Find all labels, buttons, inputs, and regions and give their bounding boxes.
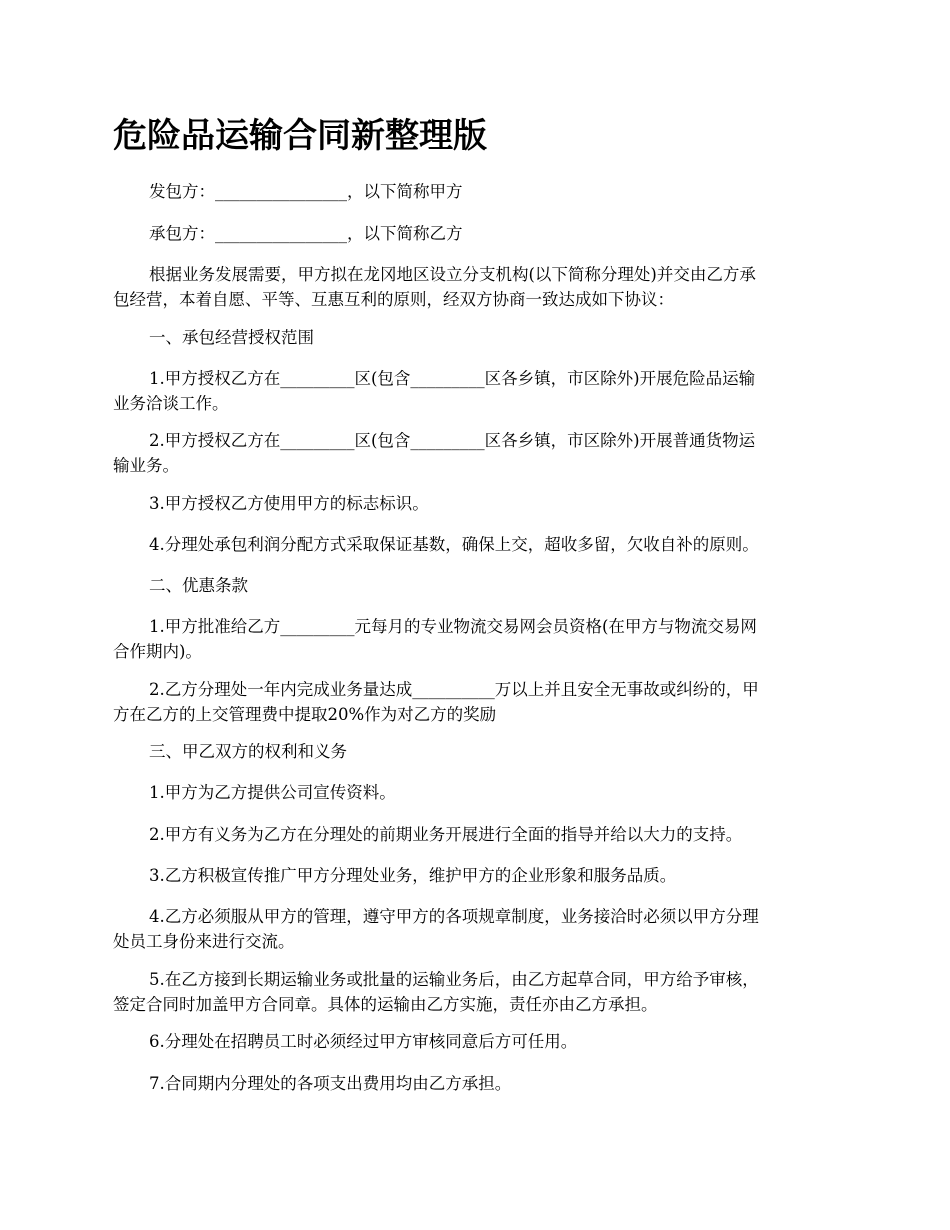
section-1-item-1: [113, 366, 837, 416]
section-3-item-4-line-2: 处员工身份来进行交流。: [113, 932, 295, 951]
section-1-item-1-line-1: 1.甲方授权乙方在_________区(包含_________区各乡镇，市区除外)开展危险品运输: [149, 369, 756, 388]
section-3-item-6: 6.分理处在招聘员工时必须经过甲方审核同意后方可任用。: [149, 1032, 578, 1051]
section-3-item-4-line-1: 4.乙方必须服从甲方的管理，遵守甲方的各项规章制度，业务接洽时必须以甲方分理: [149, 907, 759, 926]
section-2-item-1-line-2: 合作期内)。: [113, 642, 202, 661]
section-2-item-1-line-1: 1.甲方批准给乙方_________元每月的专业物流交易网会员资格(在甲方与物流交易网: [149, 617, 757, 636]
section-3-heading: 三、甲乙双方的权利和义务: [149, 742, 347, 761]
section-1-heading: 一、承包经营授权范围: [149, 328, 314, 347]
intro-paragraph: [113, 262, 837, 312]
party-b-line: 承包方：________________，以下简称乙方: [149, 224, 463, 243]
section-2-heading: 二、优惠条款: [149, 576, 248, 595]
intro-line-2: 包经营，本着自愿、平等、互惠互利的原则，经双方协商一致达成如下协议：: [113, 290, 674, 309]
section-1-item-4: 4.分理处承包利润分配方式采取保证基数，确保上交，超收多留，欠收自补的原则。: [149, 535, 759, 554]
section-2-item-1: [113, 614, 837, 664]
section-3-item-2: 2.甲方有义务为乙方在分理处的前期业务开展进行全面的指导并给以大力的支持。: [149, 825, 743, 844]
section-3-item-1: 1.甲方为乙方提供公司宣传资料。: [149, 783, 396, 802]
section-1-item-2-line-2: 输业务。: [113, 456, 179, 475]
section-3-item-5: [113, 967, 837, 1017]
section-1-item-3: 3.甲方授权乙方使用甲方的标志标识。: [149, 494, 429, 513]
section-1-item-1-line-2: 业务洽谈工作。: [113, 394, 229, 413]
party-a-line: 发包方：________________，以下简称甲方: [149, 182, 463, 201]
section-2-item-2: [113, 677, 837, 727]
section-1-item-2: [113, 428, 837, 478]
section-3-item-5-line-2: 签定合同时加盖甲方合同章。具体的运输由乙方实施，责任亦由乙方承担。: [113, 995, 658, 1014]
section-2-item-2-line-1: 2.乙方分理处一年内完成业务量达成__________万以上并且安全无事故或纠纷的，甲: [149, 680, 759, 699]
document-title: 危险品运输合同新整理版: [113, 116, 487, 156]
section-1-item-2-line-1: 2.甲方授权乙方在_________区(包含_________区各乡镇，市区除外)开展普通货物运: [149, 431, 756, 450]
section-3-item-3: 3.乙方积极宣传推广甲方分理处业务，维护甲方的企业形象和服务品质。: [149, 866, 677, 885]
section-2-item-2-line-2: 方在乙方的上交管理费中提取20%作为对乙方的奖励: [113, 705, 497, 724]
intro-line-1: 根据业务发展需要，甲方拟在龙冈地区设立分支机构(以下简称分理处)并交由乙方承: [149, 265, 756, 284]
section-3-item-7: 7.合同期内分理处的各项支出费用均由乙方承担。: [149, 1074, 512, 1093]
section-3-item-5-line-1: 5.在乙方接到长期运输业务或批量的运输业务后，由乙方起草合同，甲方给予审核，: [149, 970, 759, 989]
section-3-item-4: [113, 904, 837, 954]
